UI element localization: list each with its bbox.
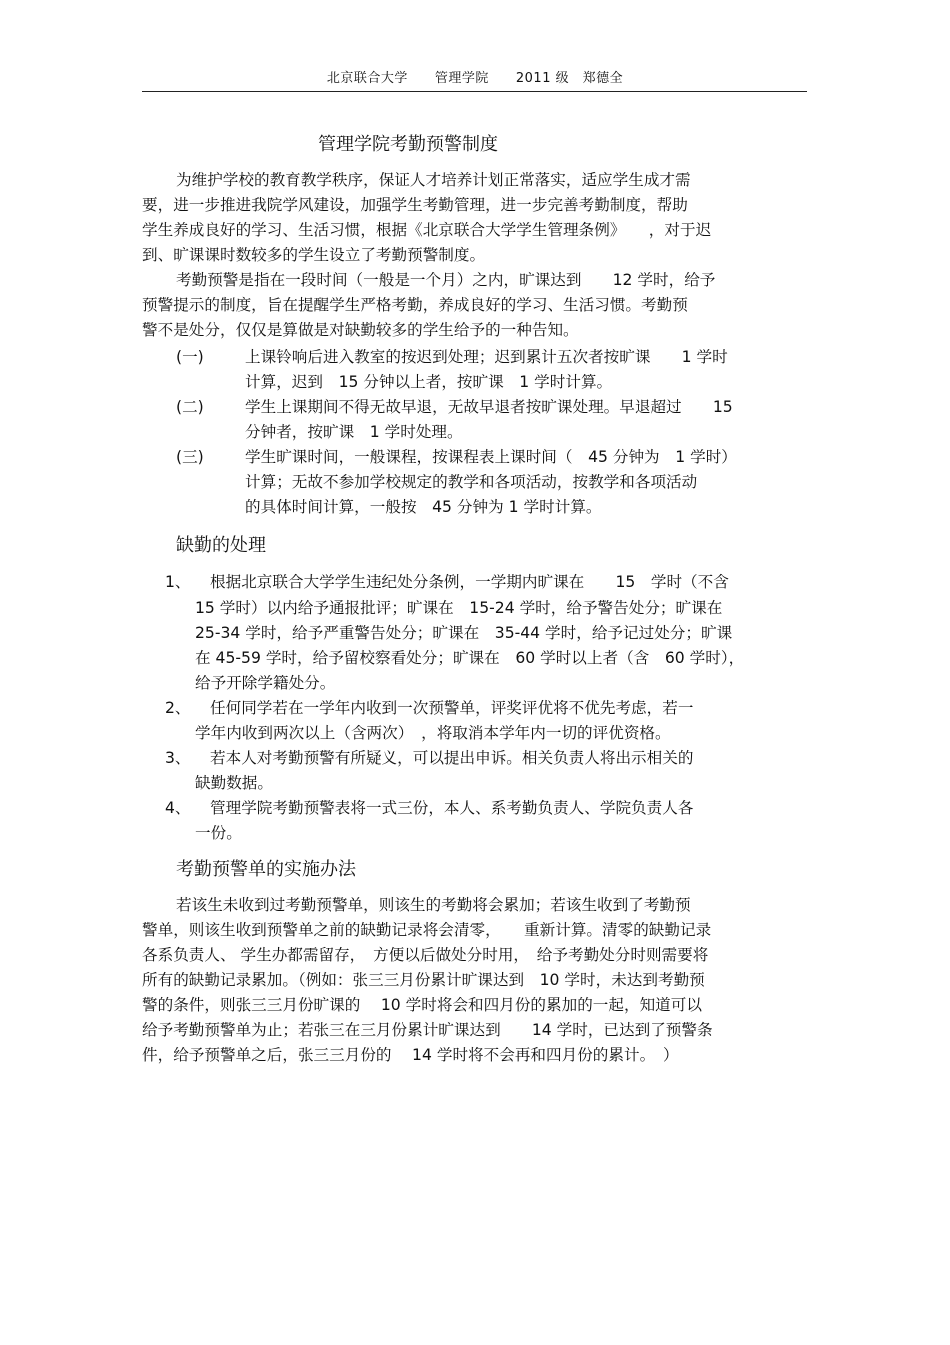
intro-p2-line: 考勤预警是指在一段时间（一般是一个月）之内，旷课达到 12 学时，给予 <box>176 271 716 289</box>
absence-item-line: 15 学时）以内给予通报批评；旷课在 15-24 学时，给予警告处分；旷课在 <box>195 599 723 617</box>
impl-line: 所有的缺勤记录累加。（例如：张三三月份累计旷课达到 10 学时，未达到考勤预 <box>142 971 705 989</box>
intro-p2-line: 预警提示的制度，旨在提醒学生严格考勤，养成良好的学习、生活习惯。考勤预 <box>142 296 688 314</box>
page-header: 北京联合大学 管理学院 2011 级 郑德全 <box>326 71 624 86</box>
rule-line: 上课铃响后进入教室的按迟到处理；迟到累计五次者按旷课 1 学时 <box>245 348 728 366</box>
rule-line: 学生上课期间不得无故早退，无故早退者按旷课处理。早退超过 15 <box>245 398 733 416</box>
rule-line: 分钟者，按旷课 1 学时处理。 <box>245 423 463 441</box>
absence-item-line: 管理学院考勤预警表将一式三份，本人、系考勤负责人、学院负责人各 <box>210 799 694 817</box>
rule-label: (一) <box>176 348 204 366</box>
absence-item-line: 25-34 学时，给予严重警告处分；旷课在 35-44 学时，给予记过处分；旷课 <box>195 624 733 642</box>
section-heading-absence: 缺勤的处理 <box>176 535 266 556</box>
rule-label: (三) <box>176 448 204 466</box>
section-heading-implementation: 考勤预警单的实施办法 <box>176 859 356 880</box>
rule-label: (二) <box>176 398 204 416</box>
absence-item-line: 根据北京联合大学学生违纪处分条例，一学期内旷课在 15 学时（不含 <box>210 573 729 591</box>
intro-p1-line: 为维护学校的教育教学秩序，保证人才培养计划正常落实，适应学生成才需 <box>176 171 691 189</box>
intro-p2-line: 警不是处分，仅仅是算做是对缺勤较多的学生给予的一种告知。 <box>142 321 579 339</box>
absence-item-number: 1、 <box>165 573 191 591</box>
header-rule <box>142 91 807 92</box>
rule-line: 学生旷课时间，一般课程，按课程表上课时间（ 45 分钟为 1 学时） <box>245 448 737 466</box>
absence-item-line: 一份。 <box>195 824 242 842</box>
absence-item-line: 若本人对考勤预警有所疑义，可以提出申诉。相关负责人将出示相关的 <box>210 749 694 767</box>
impl-line: 给予考勤预警单为止；若张三在三月份累计旷课达到 14 学时，已达到了预警条 <box>142 1021 713 1039</box>
absence-item-number: 4、 <box>165 799 191 817</box>
absence-item-number: 2、 <box>165 699 191 717</box>
absence-item-number: 3、 <box>165 749 191 767</box>
rule-line: 计算；无故不参加学校规定的教学和各项活动，按教学和各项活动 <box>245 473 698 491</box>
absence-item-line: 学年内收到两次以上（含两次） ，将取消本学年内一切的评优资格。 <box>195 724 671 742</box>
impl-line: 警的条件，则张三三月份旷课的 10 学时将会和四月份的累加的一起，知道可以 <box>142 996 702 1014</box>
intro-p1-line: 学生养成良好的学习、生活习惯，根据《北京联合大学学生管理条例》 ，对于迟 <box>142 221 712 239</box>
rule-line: 的具体时间计算，一般按 45 分钟为 1 学时计算。 <box>245 498 602 516</box>
rule-line: 计算，迟到 15 分钟以上者，按旷课 1 学时计算。 <box>245 373 613 391</box>
document-title: 管理学院考勤预警制度 <box>318 134 498 155</box>
absence-item-line: 任何同学若在一学年内收到一次预警单，评奖评优将不优先考虑，若一 <box>210 699 694 717</box>
absence-item-line: 在 45-59 学时，给予留校察看处分；旷课在 60 学时以上者（含 60 学时）， <box>195 649 745 667</box>
intro-p1-line: 到、旷课课时数较多的学生设立了考勤预警制度。 <box>142 246 486 264</box>
absence-item-line: 给予开除学籍处分。 <box>195 674 336 692</box>
absence-item-line: 缺勤数据。 <box>195 774 273 792</box>
impl-line: 若该生未收到过考勤预警单，则该生的考勤将会累加；若该生收到了考勤预 <box>176 896 691 914</box>
intro-p1-line: 要，进一步推进我院学风建设，加强学生考勤管理，进一步完善考勤制度，帮助 <box>142 196 688 214</box>
impl-line: 各系负责人、 学生办都需留存， 方便以后做处分时用， 给予考勤处分时则需要将 <box>142 946 709 964</box>
impl-line: 件，给予预警单之后，张三三月份的 14 学时将不会再和四月份的累计。 ） <box>142 1046 679 1064</box>
impl-line: 警单，则该生收到预警单之前的缺勤记录将会清零， 重新计算。清零的缺勤记录 <box>142 921 712 939</box>
